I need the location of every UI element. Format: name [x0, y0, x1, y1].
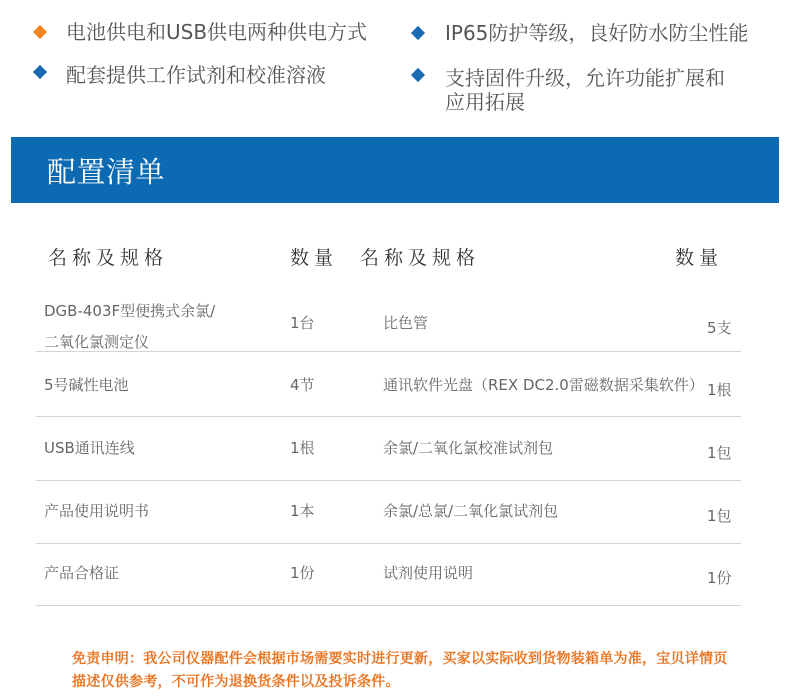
item-quantity: 5支 [707, 319, 732, 337]
header-quantity: 数量 [290, 247, 339, 269]
item-name [44, 375, 129, 395]
blue-diamond-icon [33, 65, 47, 79]
banner-title: 配置清单 [47, 155, 166, 189]
item-quantity: 1包 [707, 444, 732, 462]
item-quantity: 1包 [707, 507, 732, 525]
row-divider [36, 480, 741, 481]
item-quantity: 1本 [290, 502, 315, 520]
blue-diamond-icon [411, 26, 425, 40]
row-divider [36, 351, 741, 352]
header-name-spec: 名称及规格 [48, 247, 169, 269]
item-name: 余氯/总氯/二氧化氯试剂包 [383, 502, 559, 520]
item-name: 余氯/二氧化氯校准试剂包 [383, 439, 554, 457]
item-name [44, 296, 215, 358]
header-quantity: 数量 [675, 247, 724, 269]
feature-ip65: IP65防护等级，良好防水防尘性能 [445, 21, 749, 45]
disclaimer [72, 648, 728, 694]
feature-firmware-line: 应用拓展 [445, 90, 525, 114]
item-name: 通讯软件光盘（REX DC2.0雷磁数据采集软件） [383, 376, 704, 394]
row-divider [36, 605, 741, 606]
orange-diamond-icon [33, 25, 47, 39]
item-quantity: 4节 [290, 376, 315, 394]
item-name [44, 501, 149, 521]
item-name-line: 产品使用说明书 [44, 502, 150, 520]
blue-diamond-icon [411, 68, 425, 82]
feature-reagents: 配套提供工作试剂和校准溶液 [66, 63, 326, 87]
feature-firmware [445, 66, 725, 114]
item-quantity: 1台 [290, 314, 315, 332]
disclaimer-line: 描述仅供参考，不可作为退换货条件以及投诉条件。 [72, 674, 400, 690]
item-name-line: 二氧化氯测定仪 [44, 333, 150, 351]
feature-power-supply: 电池供电和USB供电两种供电方式 [66, 20, 368, 44]
item-quantity: 1份 [290, 564, 315, 582]
item-quantity: 1份 [707, 569, 732, 587]
item-name: 试剂使用说明 [383, 564, 474, 582]
item-name [44, 563, 119, 583]
config-list-banner [11, 137, 779, 203]
item-name: 比色管 [383, 314, 429, 332]
row-divider [36, 416, 741, 417]
item-name-line: DGB-403F型便携式余氯/ [44, 302, 216, 320]
feature-firmware-line: 支持固件升级，允许功能扩展和 [445, 66, 725, 90]
item-quantity: 1根 [707, 381, 732, 399]
row-divider [36, 543, 741, 544]
header-name-spec: 名称及规格 [360, 247, 481, 269]
disclaimer-line: 免责申明：我公司仪器配件会根据市场需要实时进行更新，买家以实际收到货物装箱单为准，宝贝详情页 [72, 651, 728, 667]
item-quantity: 1根 [290, 439, 315, 457]
item-name-line: USB通讯连线 [44, 439, 135, 457]
item-name-line: 产品合格证 [44, 564, 120, 582]
item-name-line: 5号碱性电池 [44, 376, 129, 394]
item-name [44, 438, 135, 458]
